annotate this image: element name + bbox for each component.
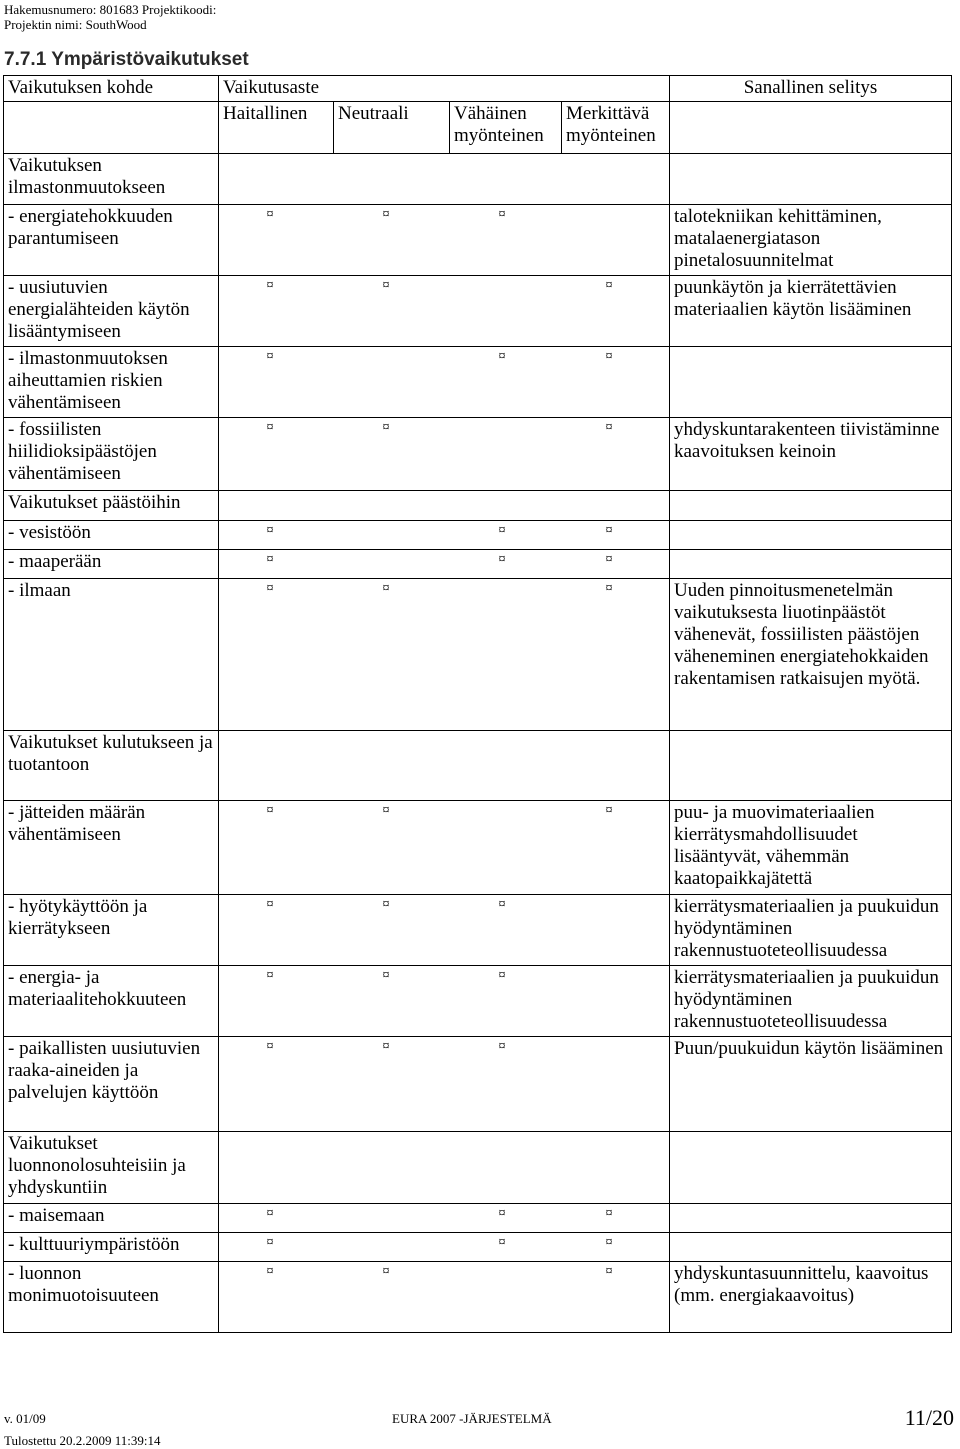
impact-marks: [219, 1233, 670, 1262]
table-row: [4, 347, 952, 418]
row-label: Vaikutuksen ilmastonmuutokseen: [4, 154, 219, 205]
table-row: [4, 521, 952, 550]
impact-mark: ¤: [266, 897, 274, 912]
footer-version: v. 01/09: [4, 1411, 46, 1426]
impact-marks: [219, 1204, 670, 1233]
table-row: [4, 1233, 952, 1262]
impact-mark: ¤: [266, 803, 274, 818]
impact-mark: ¤: [498, 523, 506, 538]
impact-mark: ¤: [382, 897, 390, 912]
impact-mark: ¤: [266, 581, 274, 596]
row-explanation: kierrätysmateriaalien ja puukuidun hyödyntäminen rakennustuoteteollisuudessa: [670, 895, 952, 966]
row-label: - kulttuuriympäristöön: [4, 1233, 219, 1262]
row-explanation: [670, 521, 952, 550]
impact-mark: ¤: [382, 420, 390, 435]
impact-mark: ¤: [605, 420, 613, 435]
header-vahainen: Vähäinen myönteinen: [450, 102, 562, 154]
impact-marks: [219, 731, 670, 801]
impact-mark: ¤: [266, 1039, 274, 1054]
impact-mark: ¤: [605, 349, 613, 364]
impact-marks: [219, 491, 670, 521]
row-label: - ilmastonmuutoksen aiheuttamien riskien vähentämiseen: [4, 347, 219, 418]
table-row: [4, 550, 952, 579]
row-explanation: puu- ja muovimateriaalien kierrätysmahdollisuudet lisääntyvät, vähemmän kaatopaikkajätettä: [670, 801, 952, 895]
impact-mark: ¤: [605, 1235, 613, 1250]
impact-marks: [219, 521, 670, 550]
header-neutraali: Neutraali: [334, 102, 450, 154]
row-explanation: [670, 1132, 952, 1204]
environmental-impact-table: [3, 75, 952, 1333]
row-explanation: [670, 347, 952, 418]
impact-mark: ¤: [266, 968, 274, 983]
header-selitys: Sanallinen selitys: [670, 76, 952, 102]
row-label: - jätteiden määrän vähentämiseen: [4, 801, 219, 895]
table-row: [4, 801, 952, 895]
footer-system: EURA 2007 -JÄRJESTELMÄ: [392, 1411, 552, 1426]
row-label: Vaikutukset päästöihin: [4, 491, 219, 521]
table-row: [4, 418, 952, 491]
impact-mark: ¤: [266, 1235, 274, 1250]
table-row: [4, 1132, 952, 1204]
row-explanation: yhdyskuntarakenteen tiivistäminne kaavoituksen keinoin: [670, 418, 952, 491]
table-row: [4, 579, 952, 731]
impact-mark: ¤: [382, 1039, 390, 1054]
row-label: - ilmaan: [4, 579, 219, 731]
impact-marks: [219, 895, 670, 966]
impact-mark: ¤: [382, 968, 390, 983]
impact-mark: ¤: [498, 349, 506, 364]
table-row: [4, 1204, 952, 1233]
impact-marks: [219, 154, 670, 205]
impact-mark: ¤: [266, 420, 274, 435]
impact-mark: ¤: [498, 968, 506, 983]
row-label: - energiatehokkuuden parantumiseen: [4, 205, 219, 276]
row-explanation: puunkäytön ja kierrätettävien materiaalien käytön lisääminen: [670, 276, 952, 347]
table-row: [4, 491, 952, 521]
row-explanation: talotekniikan kehittäminen, matalaenergiatason pinetalosuunnitelmat: [670, 205, 952, 276]
impact-mark: ¤: [605, 552, 613, 567]
row-explanation: kierrätysmateriaalien ja puukuidun hyödyntäminen rakennustuoteteollisuudessa: [670, 966, 952, 1037]
impact-mark: ¤: [498, 207, 506, 222]
header-haitallinen: Haitallinen: [219, 102, 334, 154]
row-label: Vaikutukset kulutukseen ja tuotantoon: [4, 731, 219, 801]
row-label: - maisemaan: [4, 1204, 219, 1233]
footer-page-number: 11/20: [904, 1405, 954, 1430]
impact-marks: [219, 1262, 670, 1333]
header-line-1: Hakemusnumero: 801683 Projektikoodi:: [4, 2, 217, 17]
impact-mark: ¤: [605, 581, 613, 596]
row-label: Vaikutukset luonnonolosuhteisiin ja yhdyskuntiin: [4, 1132, 219, 1204]
impact-mark: ¤: [498, 897, 506, 912]
impact-mark: ¤: [605, 1264, 613, 1279]
impact-marks: [219, 418, 670, 491]
table-row: [4, 276, 952, 347]
section-title: 7.7.1 Ympäristövaikutukset: [4, 49, 249, 70]
impact-mark: ¤: [498, 1206, 506, 1221]
impact-marks: [219, 801, 670, 895]
impact-marks: [219, 347, 670, 418]
row-label: - fossiilisten hiilidioksipäästöjen vähentämiseen: [4, 418, 219, 491]
impact-marks: [219, 276, 670, 347]
impact-mark: ¤: [266, 278, 274, 293]
table-row: [4, 966, 952, 1037]
impact-mark: ¤: [382, 207, 390, 222]
impact-mark: ¤: [382, 1264, 390, 1279]
impact-marks: [219, 550, 670, 579]
row-label: - uusiutuvien energialähteiden käytön lisääntymiseen: [4, 276, 219, 347]
row-explanation: yhdyskuntasuunnittelu, kaavoitus (mm. energiakaavoitus): [670, 1262, 952, 1333]
impact-marks: [219, 205, 670, 276]
row-label: - maaperään: [4, 550, 219, 579]
impact-marks: [219, 966, 670, 1037]
impact-mark: ¤: [605, 523, 613, 538]
table-row: [4, 895, 952, 966]
impact-mark: ¤: [605, 278, 613, 293]
impact-marks: [219, 579, 670, 731]
impact-mark: ¤: [605, 803, 613, 818]
row-label: - energia- ja materiaalitehokkuuteen: [4, 966, 219, 1037]
row-label: - hyötykäyttöön ja kierrätykseen: [4, 895, 219, 966]
header-aste: Vaikutusaste: [219, 76, 334, 102]
row-explanation: [670, 550, 952, 579]
row-explanation: Uuden pinnoitusmenetelmän vaikutuksesta liuotinpäästöt vähenevät, fossiilisten päästöjen väheneminen energiatehokkaiden rakentamisen ratkaisujen myötä.: [670, 579, 952, 731]
table-row: [4, 1262, 952, 1333]
impact-mark: ¤: [266, 523, 274, 538]
row-explanation: [670, 154, 952, 205]
impact-mark: ¤: [382, 803, 390, 818]
impact-mark: ¤: [382, 581, 390, 596]
impact-mark: ¤: [498, 1039, 506, 1054]
impact-mark: ¤: [266, 349, 274, 364]
impact-mark: ¤: [266, 1206, 274, 1221]
impact-mark: ¤: [266, 207, 274, 222]
header-line-2: Projektin nimi: SouthWood: [4, 17, 147, 32]
impact-marks: [219, 1037, 670, 1132]
impact-mark: ¤: [498, 1235, 506, 1250]
impact-mark: ¤: [498, 552, 506, 567]
row-explanation: [670, 1204, 952, 1233]
table-row: [4, 1037, 952, 1132]
header-merkittava: Merkittävä myönteinen: [562, 102, 670, 154]
header-kohde: Vaikutuksen kohde: [4, 76, 219, 102]
impact-mark: ¤: [266, 552, 274, 567]
impact-mark: ¤: [266, 1264, 274, 1279]
impact-mark: ¤: [605, 1206, 613, 1221]
table-row: [4, 205, 952, 276]
row-explanation: [670, 1233, 952, 1262]
row-explanation: [670, 731, 952, 801]
row-label: - vesistöön: [4, 521, 219, 550]
row-label: - luonnon monimuotoisuuteen: [4, 1262, 219, 1333]
footer-printed: Tulostettu 20.2.2009 11:39:14: [4, 1433, 161, 1448]
table-row: [4, 154, 952, 205]
row-explanation: Puun/puukuidun käytön lisääminen: [670, 1037, 952, 1132]
impact-marks: [219, 1132, 670, 1204]
row-explanation: [670, 491, 952, 521]
table-row: [4, 731, 952, 801]
impact-mark: ¤: [382, 278, 390, 293]
row-label: - paikallisten uusiutuvien raaka-aineiden ja palvelujen käyttöön: [4, 1037, 219, 1132]
